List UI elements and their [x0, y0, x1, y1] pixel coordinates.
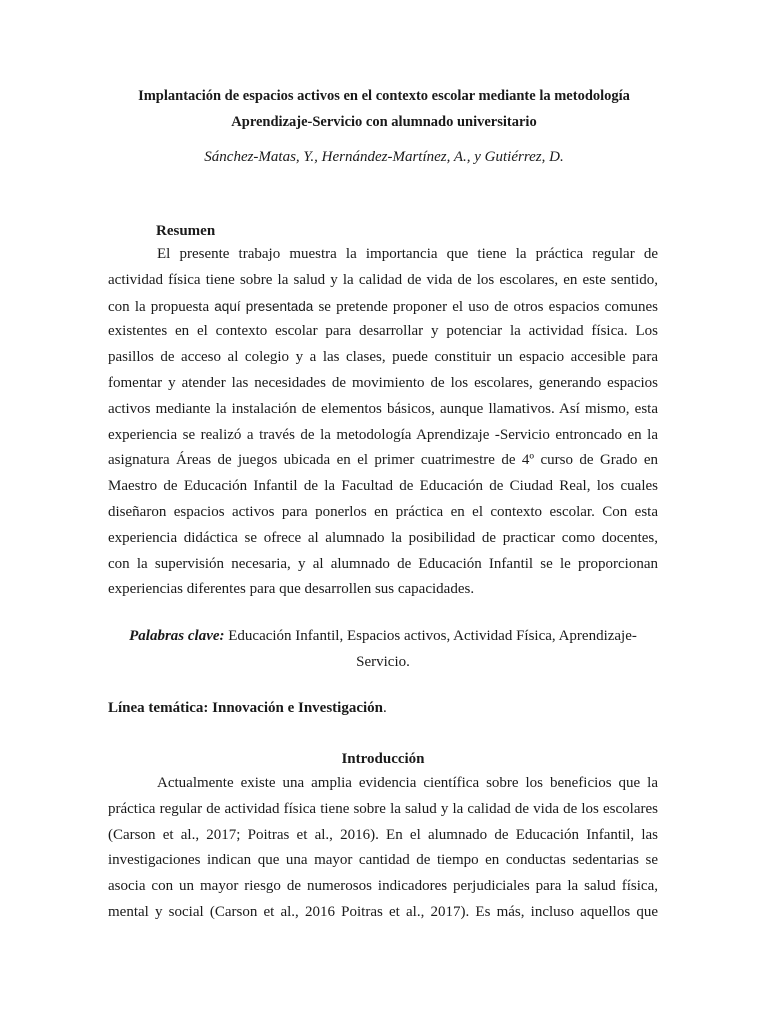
abstract-line: existentes en el contexto escolar para desarrollar y potenciar la actividad física. Los: [108, 323, 658, 340]
thematic-end: .: [383, 700, 387, 716]
keywords-line-1: [108, 623, 658, 649]
keywords-label: Palabras clave:: [129, 628, 225, 644]
abstract-line: asignatura Áreas de juegos ubicada en el primer cuatrimestre de 4º curso de Grado en: [108, 452, 658, 469]
title-line-1: Implantación de espacios activos en el contexto escolar mediante la metodología: [138, 88, 630, 104]
abstract-line: experiencia se realizó a través de la metodología Aprendizaje -Servicio entroncado en la: [108, 426, 658, 443]
introduction-paragraph: [108, 771, 658, 926]
abstract-line: experiencia didáctica se ofrece al alumnado la posibilidad de practicar como docentes,: [108, 529, 658, 546]
abstract-line: diseñaron espacios activos para ponerlos en práctica en el contexto escolar. Con esta: [108, 503, 658, 520]
abstract-text: se pretende proponer el uso de otros espacios comunes: [313, 298, 658, 315]
abstract-line: actividad física tiene sobre la salud y la calidad de vida de los escolares, en este sentido,: [108, 271, 658, 288]
keywords-line-2: Servicio.: [356, 654, 410, 670]
intro-line: asocia con un mayor riesgo de numerosos indicadores perjudiciales para la salud física,: [108, 878, 658, 895]
keywords: [108, 623, 658, 675]
abstract-line: experiencias diferentes para que desarrollen sus capacidades.: [108, 581, 475, 598]
title-line-2: Aprendizaje-Servicio con alumnado universitario: [231, 114, 537, 130]
abstract-paragraph: [108, 242, 658, 603]
thematic-value: Innovación e Investigación: [212, 700, 383, 716]
intro-line: práctica regular de actividad física tiene sobre la salud y la calidad de vida de los escolares: [108, 800, 658, 817]
abstract-line: fomentar y atender las necesidades de movimiento de los escolares, generando espacios: [108, 374, 658, 391]
introduction-heading: Introducción: [341, 751, 425, 767]
authors: Sánchez-Matas, Y., Hernández-Martínez, A., y Gutiérrez, D.: [204, 149, 564, 165]
intro-line: Actualmente existe una amplia evidencia científica sobre los beneficios que la: [157, 775, 658, 791]
intro-line: (Carson et al., 2017; Poitras et al., 2016). En el alumnado de Educación Infantil, las: [108, 826, 658, 843]
abstract-heading: Resumen: [156, 223, 216, 239]
inline-phrase: aquí presentada: [214, 298, 314, 314]
thematic-line: [108, 698, 387, 718]
abstract-line: El presente trabajo muestra la importancia que tiene la práctica regular de: [157, 246, 658, 262]
keywords-text: Educación Infantil, Espacios activos, Actividad Física, Aprendizaje-: [224, 628, 637, 644]
intro-line: mental y social (Carson et al., 2016 Poitras et al., 2017). Es más, incluso aquellos que: [108, 903, 658, 920]
abstract-line: con la supervisión necesaria, y al alumnado de Educación Infantil se le proporcionan: [108, 555, 658, 572]
abstract-line: [108, 294, 658, 320]
abstract-line: Maestro de Educación Infantil de la Facultad de Educación de Ciudad Real, los cuales: [108, 478, 658, 495]
abstract-text: con la propuesta: [108, 298, 215, 315]
intro-line: investigaciones indican que una mayor cantidad de tiempo en conductas sedentarias se: [108, 852, 658, 869]
thematic-label: Línea temática:: [108, 700, 213, 716]
abstract-line: pasillos de acceso al colegio y a las clases, puede constituir un espacio accesible para: [108, 349, 658, 366]
abstract-line: activos mediante la instalación de elementos básicos, aunque llamativos. Así mismo, esta: [108, 400, 658, 417]
